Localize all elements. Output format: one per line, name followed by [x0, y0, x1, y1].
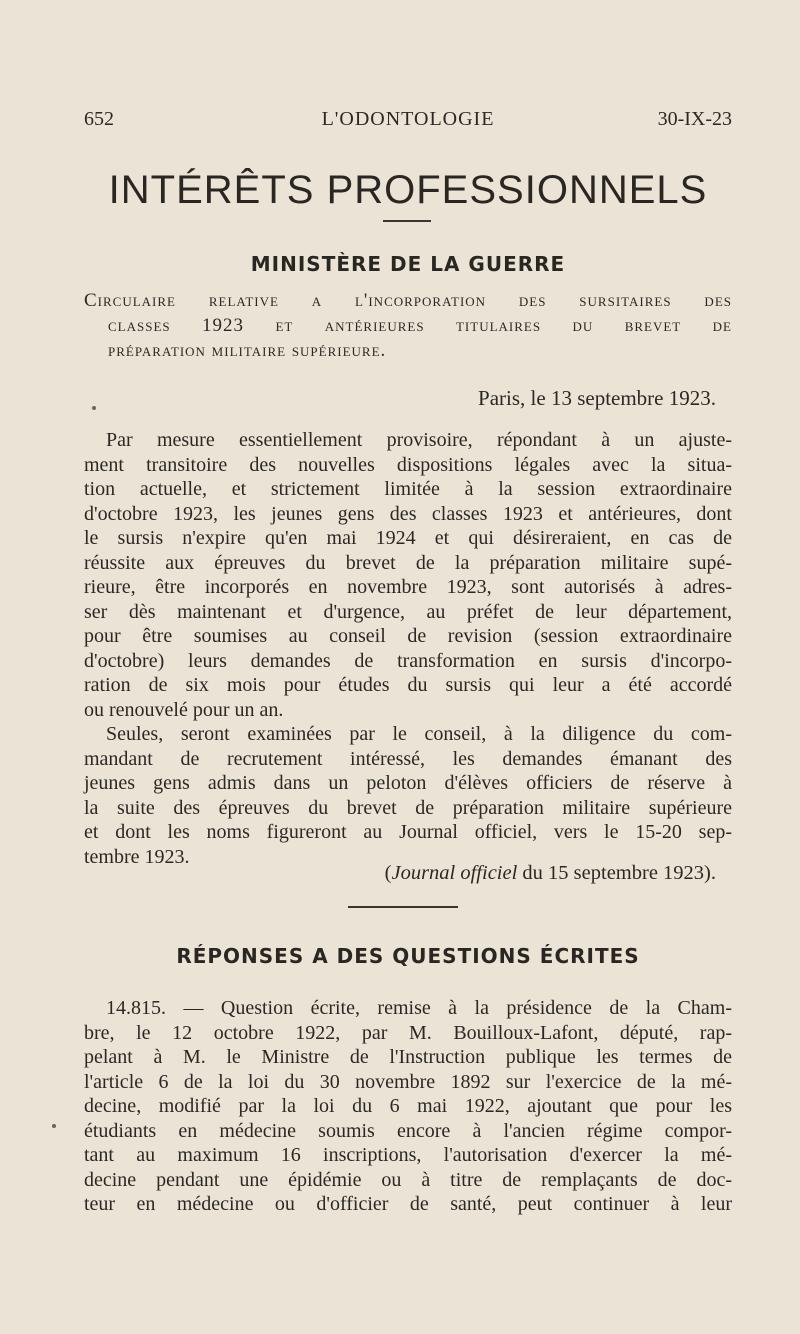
title-rule — [383, 220, 431, 222]
text-line: ment transitoire des nouvelles dispositions légales avec la situa- — [84, 453, 732, 476]
text-line: ration de six mois pour études du sursis qui leur a été accordé — [84, 674, 732, 696]
text-line: d'octobre 1923, les jeunes gens des classes 1923 et antérieures, dont — [84, 502, 732, 525]
paragraph-2 — [84, 722, 732, 869]
circular-line: Circulaire relative a l'incorporation des sursitaires des — [84, 290, 732, 311]
text-line: jeunes gens admis dans un peloton d'élèves officiers de réserve à — [84, 772, 732, 794]
source-date: du 15 septembre 1923). — [522, 862, 716, 884]
text-line: mandant de recrutement intéressé, les demandes émanant des — [84, 747, 732, 770]
circular-heading — [84, 288, 732, 363]
running-header — [84, 108, 732, 138]
section-title-ministere: MINISTÈRE DE LA GUERRE — [250, 252, 566, 276]
text-line: ou renouvelé pour un an. — [84, 698, 284, 721]
paragraph-1 — [84, 428, 732, 722]
text-line: decine, modifié par la loi du 6 mai 1922, ajoutant que pour les — [84, 1095, 732, 1117]
text-line: rieure, être incorporés en novembre 1923, sont autorisés à adres- — [84, 576, 732, 598]
text-line: pour être soumises au conseil de revision (session extraordinaire — [84, 625, 732, 647]
scan-speck — [92, 406, 96, 410]
text-line: étudiants en médecine soumis encore à l'ancien régime compor- — [84, 1119, 732, 1142]
text-line: et dont les noms figureront au Journal officiel, vers le 15-20 sep- — [84, 821, 732, 843]
text-line: Par mesure essentiellement provisoire, répondant à un ajuste- — [106, 429, 732, 451]
text-line: decine pendant une épidémie ou à titre de remplaçants de doc- — [84, 1168, 732, 1191]
text-line: tembre 1923. — [84, 845, 190, 868]
place-date: Paris, le 13 septembre 1923. — [478, 386, 716, 410]
page-number: 652 — [84, 108, 114, 130]
text-line: pelant à M. le Ministre de l'Instruction publique les termes de — [84, 1046, 732, 1068]
text-line: d'octobre) leurs demandes de transformation en sursis d'incorpo- — [84, 649, 732, 672]
text-line: Seules, seront examinées par le conseil, à la diligence du com- — [106, 723, 732, 745]
section-divider — [348, 906, 458, 908]
text-line: teur en médecine ou d'officier de santé, peut continuer à leur — [84, 1193, 732, 1215]
text-line: la suite des épreuves du brevet de préparation militaire supérieure — [84, 796, 732, 819]
text-line: le sursis n'expire qu'en mai 1924 et qui désireraient, en cas de — [84, 527, 732, 549]
main-title: INTÉRÊTS PROFESSIONNELS — [108, 168, 708, 212]
source-citation: (Journal officiel du 15 septembre 1923). — [384, 862, 716, 884]
source-journal: Journal officiel — [391, 862, 518, 884]
text-line: tant au maximum 16 inscriptions, l'autorisation d'exercer la mé- — [84, 1144, 732, 1166]
text-line: tion actuelle, et strictement limitée à la session extraordinaire — [84, 478, 732, 500]
scan-speck — [52, 1124, 56, 1128]
issue-date: 30-IX-23 — [657, 108, 732, 130]
text-line: ser dès maintenant et d'urgence, au préfet de leur département, — [84, 600, 732, 623]
section-title-reponses: RÉPONSES A DES QUESTIONS ÉCRITES — [176, 944, 640, 968]
circular-line: classes 1923 et antérieures titulaires du brevet de — [108, 315, 732, 336]
text-line: l'article 6 de la loi du 30 novembre 1892 sur l'exercice de la mé- — [84, 1070, 732, 1093]
journal-title: L'ODONTOLOGIE — [321, 108, 495, 130]
paragraph-3 — [84, 996, 732, 1217]
circular-line: préparation militaire supérieure. — [108, 340, 387, 361]
text-line: 14.815. — Question écrite, remise à la présidence de la Cham- — [106, 997, 732, 1019]
text-line: réussite aux épreuves du brevet de la préparation militaire supé- — [84, 551, 732, 574]
text-line: bre, le 12 octobre 1922, par M. Bouilloux-Lafont, député, rap- — [84, 1021, 732, 1044]
